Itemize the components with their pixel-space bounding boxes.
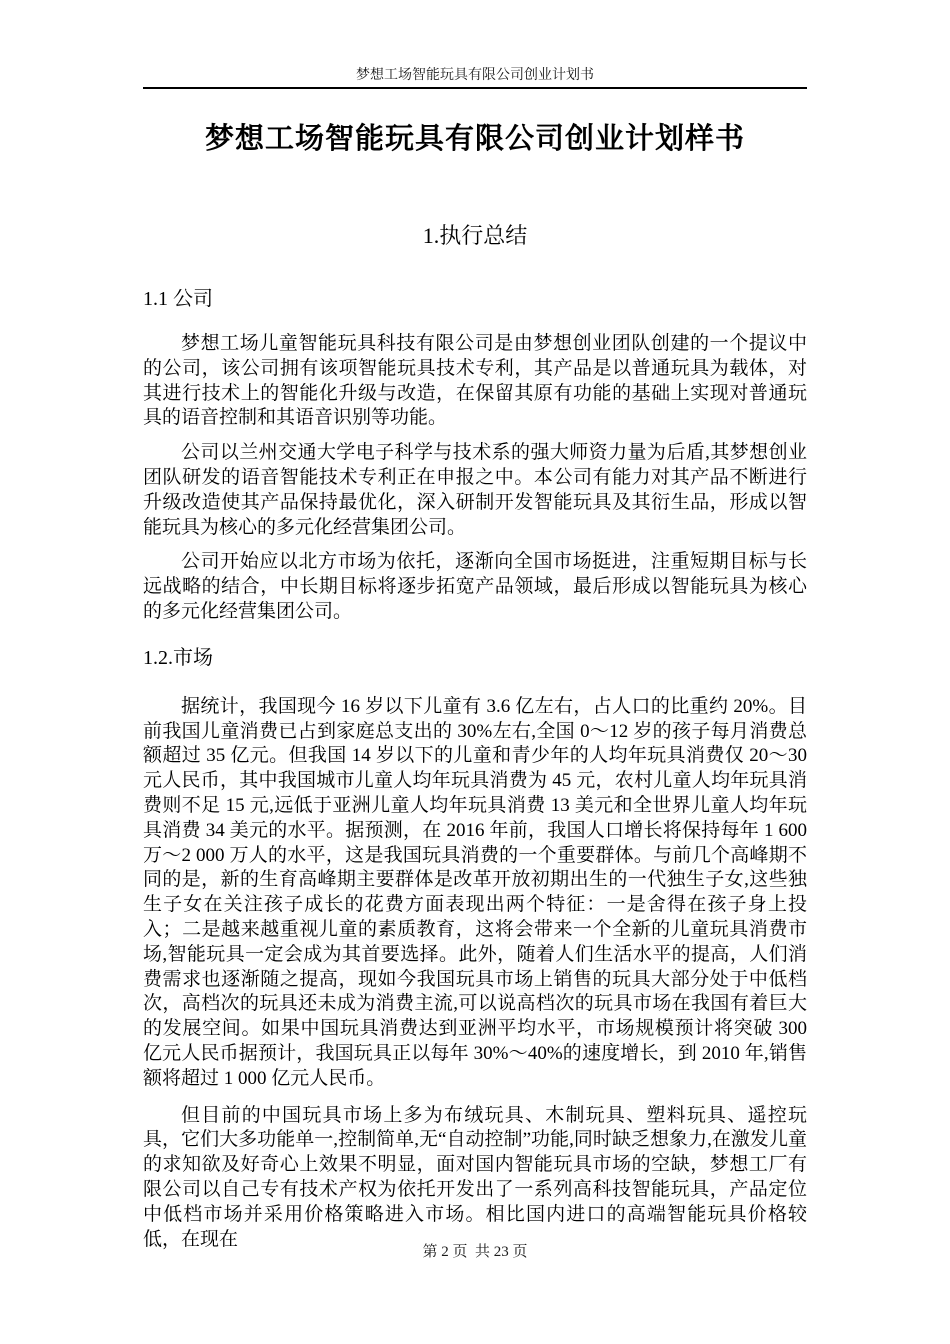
subsection-heading-market: 1.2.市场 <box>143 646 213 669</box>
subsection-heading-company: 1.1 公司 <box>143 288 213 310</box>
section-heading-executive-summary: 1.执行总结 <box>422 223 528 248</box>
page-number-footer: 第 2 页 共 23 页 <box>422 1244 528 1260</box>
paragraph-company-backing: 公司以兰州交通大学电子科学与技术系的强大师资力量为后盾,其梦想创业团队研发的语音智能技术专利正在申报之中。本公司有能力对其产品不断进行升级改造使其产品保持最优化，深入研制开发智能玩具及其衍生品，形成以智能玩具为核心的多元化经营集团公司。 <box>143 442 807 538</box>
running-header: 梦想工场智能玩具有限公司创业计划书 <box>143 0 807 89</box>
paragraph-company-overview: 梦想工场儿童智能玩具科技有限公司是由梦想创业团队创建的一个提议中的公司，该公司拥有该项智能玩具技术专利，其产品是以普通玩具为载体，对其进行技术上的智能化升级与改造，在保留其原有功能的基础上实现对普通玩具的语音控制和其语音识别等功能。 <box>143 333 807 429</box>
market-section-body <box>143 695 807 1253</box>
document-title: 梦想工场智能玩具有限公司创业计划样书 <box>204 123 745 155</box>
paragraph-company-strategy: 公司开始应以北方市场为依托，逐渐向全国市场挺进，注重短期目标与长远战略的结合，中长期目标将逐步拓宽产品领域，最后形成以智能玩具为核心的多元化经营集团公司。 <box>143 551 807 622</box>
paragraph-market-competition: 但目前的中国玩具市场上多为布绒玩具、木制玩具、塑料玩具、遥控玩具，它们大多功能单一,控制简单,无“自动控制”功能,同时缺乏想象力,在激发儿童的求知欲及好奇心上效果不明显，面对国内智能玩具市场的空缺，梦想工厂有限公司以自己专有技术产权为依托开发出了一系列高科技智能玩具，产品定位中低档市场并采用价格策略进入市场。相比国内进口的高端智能玩具价格较低，在现在 <box>143 1104 807 1250</box>
paragraph-market-statistics: 据统计，我国现今 16 岁以下儿童有 3.6 亿左右，占人口的比重约 20%。目前我国儿童消费已占到家庭总支出的 30%左右,全国 0～12 岁的孩子每月消费总额超过 35 亿元。但我国 14 岁以下的儿童和青少年的人均年玩具消费仅 20～30 元人民币，其中我国城市儿童人均年玩具消费为 45 元，农村儿童人均年玩具消费则不足 15 元,远低于亚洲儿童人均年玩具消费 13 美元和全世界儿童人均年玩具消费 34 美元的水平。据预测，在 2016 年前，我国人口增长将保持每年 1 600 万～2 000 万人的水平，这是我国玩具消费的一个重要群体。与前几个高峰期不同的是，新的生育高峰期主要群体是改革开放初期出生的一代独生子女,这些独生子女在关注孩子成长的花费方面表现出两个特征：一是舍得在孩子身上投入；二是越来越重视儿童的素质教育，这将会带来一个全新的儿童玩具消费市场,智能玩具一定会成为其首要选择。此外，随着人们生活水平的提高，人们消费需求也逐渐随之提高，现如今我国玩具市场上销售的玩具大部分处于中低档次，高档次的玩具还未成为消费主流,可以说高档次的玩具市场在我国有着巨大的发展空间。如果中国玩具消费达到亚洲平均水平，市场规模预计将突破 300 亿元人民币据预计，我国玩具正以每年 30%～40%的速度增长，到 2010 年,销售额将超过 1 000 亿元人民币。 <box>143 695 807 1089</box>
company-section-body <box>143 332 807 625</box>
